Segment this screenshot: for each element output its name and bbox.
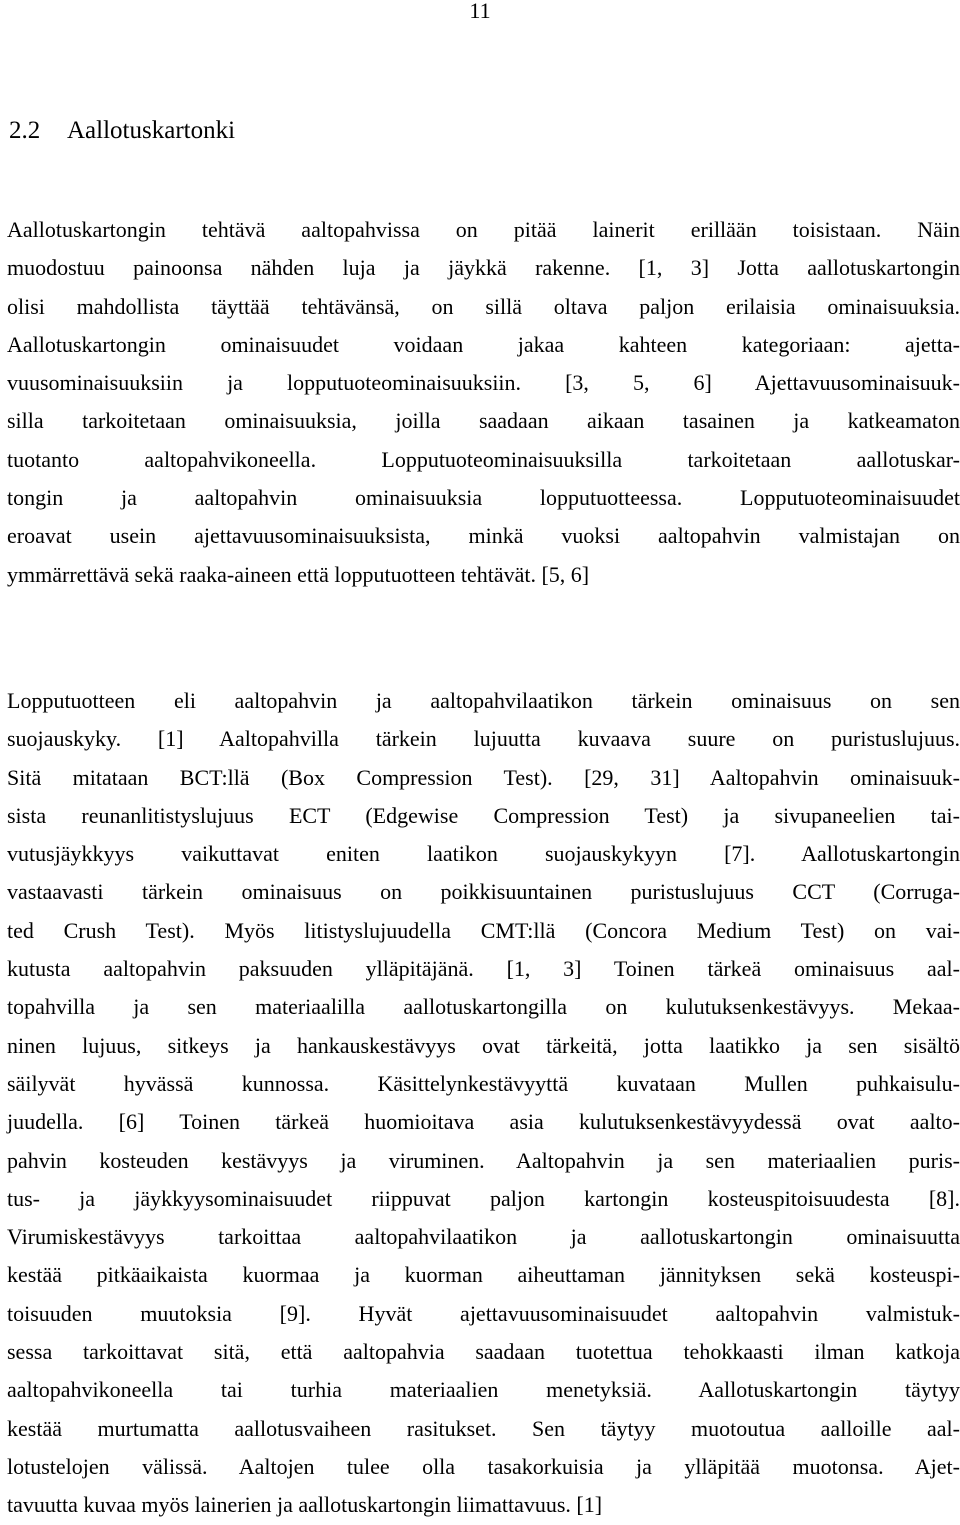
text-line: tuotanto aaltopahvikoneella. Lopputuoteominaisuuksilla tarkoitetaan aallotuskar- xyxy=(7,446,960,472)
text-line: kestää murtumatta aallotusvaiheen rasitukset. Sen täytyy muotoutua aalloille aal- xyxy=(7,1415,960,1441)
paragraph-2 xyxy=(7,682,960,1525)
text-line: ted Crush Test). Myös litistyslujuudella CMT:llä (Concora Medium Test) on vai- xyxy=(7,917,960,943)
text-line: topahvilla ja sen materiaalilla aallotuskartongilla on kulutuksenkestävyys. Mekaa- xyxy=(7,994,960,1020)
section-title: Aallotuskartonki xyxy=(67,117,236,144)
text-line: kutusta aaltopahvin paksuuden ylläpitäjänä. [1, 3] Toinen tärkeä ominaisuus aal- xyxy=(7,956,960,982)
text-line: suojauskyky. [1] Aaltopahvilla tärkein lujuutta kuvaava suure on puristuslujuus. xyxy=(7,726,960,752)
paragraph-1 xyxy=(7,211,960,594)
text-line: vuusominaisuuksiin ja lopputuoteominaisuuksiin. [3, 5, 6] Ajettavuusominaisuuk- xyxy=(7,370,960,396)
text-line: lotustelojen välissä. Aaltojen tulee olla tasakorkuisia ja ylläpitää muotonsa. Ajet- xyxy=(7,1453,960,1479)
section-number: 2.2 xyxy=(9,117,41,144)
text-line: sista reunanlitistyslujuus ECT (Edgewise Compression Test) ja sivupaneelien tai- xyxy=(7,802,960,828)
text-line: ymmärrettävä sekä raaka-aineen että lopputuotteen tehtävät. [5, 6] xyxy=(7,561,590,587)
page-number: 11 xyxy=(469,0,491,23)
text-line: Lopputuotteen eli aaltopahvin ja aaltopahvilaatikon tärkein ominaisuus on sen xyxy=(7,688,960,713)
text-line: vutusjäykkyys vaikuttavat eniten laatikon suojauskykyyn [7]. Aallotuskartongin xyxy=(7,841,960,867)
text-line: Aallotuskartongin ominaisuudet voidaan jakaa kahteen kategoriaan: ajetta- xyxy=(7,331,960,357)
text-line: Sitä mitataan BCT:llä (Box Compression Test). [29, 31] Aaltopahvin ominaisuuk- xyxy=(7,764,960,790)
text-line: muodostuu painoonsa nähden luja ja jäykkä rakenne. [1, 3] Jotta aallotuskartongin xyxy=(7,255,960,281)
text-line: säilyvät hyvässä kunnossa. Käsittelynkestävyyttä kuvataan Mullen puhkaisulu- xyxy=(7,1070,960,1096)
text-line: eroavat usein ajettavuusominaisuuksista, minkä vuoksi aaltopahvin valmistajan on xyxy=(7,523,960,549)
text-line: juudella. [6] Toinen tärkeä huomioitava asia kulutuksenkestävyydessä ovat aalto- xyxy=(7,1109,960,1135)
text-line: aaltopahvikoneella tai turhia materiaalien menetyksiä. Aallotuskartongin täytyy xyxy=(7,1377,960,1403)
text-line: tavuutta kuvaa myös lainerien ja aallotuskartongin liimattavuus. [1] xyxy=(7,1492,603,1518)
text-line: pahvin kosteuden kestävyys ja viruminen. Aaltopahvin ja sen materiaalien puris- xyxy=(7,1147,960,1173)
text-line: silla tarkoitetaan ominaisuuksia, joilla saadaan aikaan tasainen ja katkeamaton xyxy=(7,408,960,434)
text-line: kestää pitkäaikaista kuormaa ja kuorman aiheuttaman jännityksen sekä kosteuspi- xyxy=(7,1262,960,1288)
text-line: tongin ja aaltopahvin ominaisuuksia lopputuotteessa. Lopputuoteominaisuudet xyxy=(7,485,960,511)
text-line: Virumiskestävyys tarkoittaa aaltopahvilaatikon ja aallotuskartongin ominaisuutta xyxy=(7,1224,960,1250)
text-line: olisi mahdollista täyttää tehtävänsä, on sillä oltava paljon erilaisia ominaisuuksia. xyxy=(7,293,960,319)
text-line: ninen lujuus, sitkeys ja hankauskestävyys ovat tärkeitä, jotta laatikko ja sen sisältö xyxy=(7,1032,960,1058)
text-line: vastaavasti tärkein ominaisuus on poikkisuuntainen puristuslujuus CCT (Corruga- xyxy=(7,879,960,905)
section-heading xyxy=(9,112,235,150)
text-line: Aallotuskartongin tehtävä aaltopahvissa on pitää lainerit erillään toisistaan. Näin xyxy=(7,217,960,242)
text-line: toisuuden muutoksia [9]. Hyvät ajettavuusominaisuudet aaltopahvin valmistuk- xyxy=(7,1300,960,1326)
text-line: sessa tarkoittavat sitä, että aaltopahvia saadaan tuotettua tehokkaasti ilman katkoja xyxy=(7,1339,960,1365)
text-line: tus- ja jäykkyysominaisuudet riippuvat paljon kartongin kosteuspitoisuudesta [8]. xyxy=(7,1185,960,1211)
